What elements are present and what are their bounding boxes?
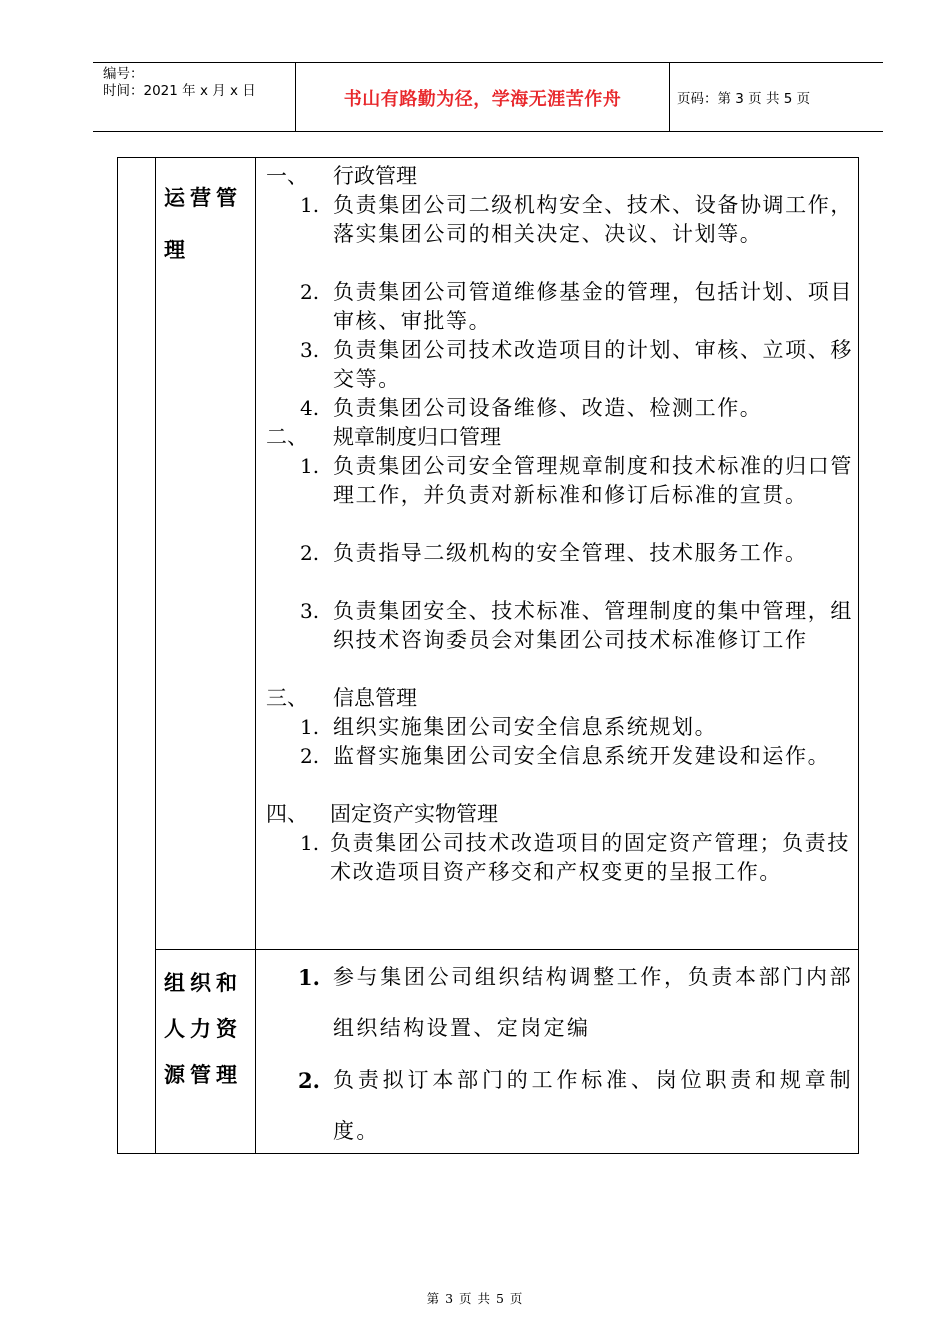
list-item: 负责拟订本部门的工作标准、岗位职责和规章制度。 [333, 1068, 853, 1143]
header-divider [669, 63, 670, 131]
header-page-info: 页码：第 3 页 共 5 页 [677, 91, 811, 107]
item-number: 1. [300, 193, 320, 217]
section-marker: 四、 [266, 802, 308, 826]
list-item: 负责集团公司安全管理规章制度和技术标准的归口管理工作，并负责对新标准和修订后标准的宣贯。 [333, 454, 853, 507]
category-hr: 组织和人力资源管理 [164, 971, 242, 1087]
list-item: 负责集团公司技术改造项目的计划、审核、立项、移交等。 [333, 338, 853, 391]
section-title: 规章制度归口管理 [333, 425, 501, 449]
page-footer: 第 3 页 共 5 页 [426, 1291, 524, 1306]
table-column-divider [255, 158, 256, 1153]
item-number: 4. [300, 396, 320, 420]
item-number: 2. [300, 744, 320, 768]
table-column-divider [155, 158, 156, 1153]
item-number: 2. [300, 541, 320, 565]
section-marker: 一、 [266, 164, 308, 188]
item-number: 3. [300, 599, 320, 623]
section-title: 信息管理 [333, 686, 417, 710]
list-item: 参与集团公司组织结构调整工作，负责本部门内部组织结构设置、定岗定编 [333, 965, 853, 1040]
document-number-label: 编号： [103, 66, 144, 82]
page-header [93, 62, 883, 132]
list-item: 负责集团安全、技术标准、管理制度的集中管理，组织技术咨询委员会对集团公司技术标准修订工作 [333, 599, 853, 652]
list-item: 负责集团公司二级机构安全、技术、设备协调工作，落实集团公司的相关决定、决议、计划等。 [333, 193, 853, 246]
list-item: 组织实施集团公司安全信息系统规划。 [333, 715, 718, 739]
category-operations: 运营管理 [164, 186, 242, 262]
section-title: 固定资产实物管理 [330, 802, 498, 826]
item-number: 1. [298, 965, 320, 990]
section-marker: 三、 [266, 686, 308, 710]
list-item: 监督实施集团公司安全信息系统开发建设和运作。 [333, 744, 831, 768]
item-number: 2. [300, 280, 320, 304]
list-item: 负责指导二级机构的安全管理、技术服务工作。 [333, 541, 808, 565]
list-item: 负责集团公司管道维修基金的管理，包括计划、项目审核、审批等。 [333, 280, 853, 333]
header-meta [103, 66, 256, 100]
list-item: 负责集团公司设备维修、改造、检测工作。 [333, 396, 763, 420]
section-marker: 二、 [266, 425, 308, 449]
item-number: 1. [300, 715, 320, 739]
item-number: 1. [300, 454, 320, 478]
document-time-label: 时间：2021 年 x 月 x 日 [103, 83, 256, 99]
section-title: 行政管理 [333, 164, 417, 188]
item-number: 3. [300, 338, 320, 362]
item-number: 2. [298, 1068, 320, 1093]
list-item: 负责集团公司技术改造项目的固定资产管理；负责技术改造项目资产移交和产权变更的呈报工作。 [330, 831, 850, 884]
item-number: 1. [300, 831, 320, 855]
table-row-divider [155, 949, 858, 950]
header-motto: 书山有路勤为径，学海无涯苦作舟 [343, 89, 622, 110]
